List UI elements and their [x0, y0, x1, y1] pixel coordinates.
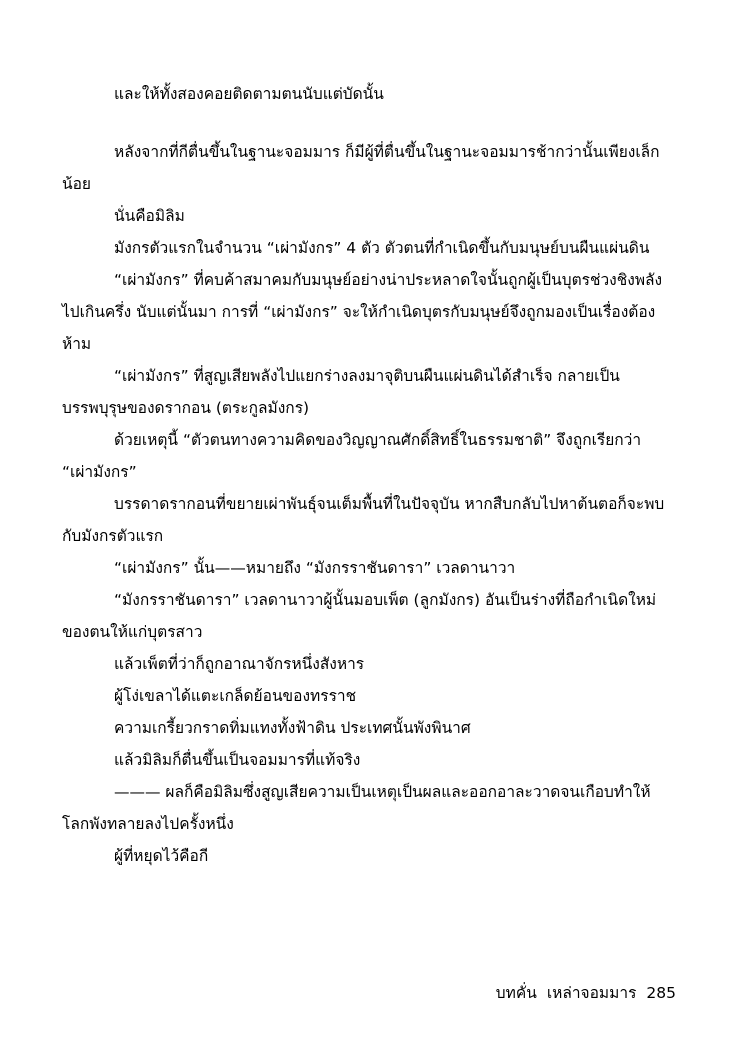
paragraph: นั่นคือมิลิม	[114, 207, 185, 225]
paragraph: “เผ่ามังกร” ที่คบค้าสมาคมกับมนุษย์อย่างน่าประหลาดใจนั้นถูกผู้เป็นบุตรช่วงชิงพลังไปเกินครึ่ง นับแต่นั้นมา การที่ “เผ่ามังกร” จะให้กำเนิดบุตรกับมนุษย์จึงถูกมองเป็นเรื่องต้องห้าม	[62, 271, 663, 353]
document-body	[62, 78, 676, 872]
footer-chapter-label: บทคั่น	[495, 984, 537, 1002]
paragraph: ——— ผลก็คือมิลิมซึ่งสูญเสียความเป็นเหตุเป็นผลและออกอาละวาดจนเกือบทำให้โลกพังทลายลงไปครั้งหนึ่ง	[62, 783, 651, 833]
footer-section-label: เหล่าจอมมาร	[546, 984, 637, 1002]
page-number: 285	[646, 984, 676, 1002]
paragraph: และให้ทั้งสองคอยติดตามตนนับแต่บัดนั้น	[114, 85, 384, 103]
paragraph: หลังจากที่กีตื่นขึ้นในฐานะจอมมาร ก็มีผู้ที่ตื่นขึ้นในฐานะจอมมารช้ากว่านั้นเพียงเล็กน้อย	[62, 143, 660, 193]
paragraph: แล้วมิลิมก็ตื่นขึ้นเป็นจอมมารที่แท้จริง	[114, 751, 361, 769]
page-footer	[496, 980, 676, 1005]
paragraph: ด้วยเหตุนี้ “ตัวตนทางความคิดของวิญญาณศักดิ์สิทธิ์ในธรรมชาติ” จึงถูกเรียกว่า “เผ่ามังกร”	[62, 431, 642, 481]
paragraph: ผู้ที่หยุดไว้คือกี	[114, 847, 209, 865]
paragraph: ผู้โง่เขลาได้แตะเกล็ดย้อนของทรราช	[114, 687, 357, 705]
paragraph: “มังกรราชันดารา” เวลดานาวาผู้นั้นมอบเพ็ต (ลูกมังกร) อันเป็นร่างที่ถือกำเนิดใหม่ของตนให้แก่บุตรสาว	[62, 591, 657, 641]
paragraph: มังกรตัวแรกในจำนวน “เผ่ามังกร” 4 ตัว ตัวตนที่กำเนิดขึ้นกับมนุษย์บนผืนแผ่นดิน	[114, 239, 650, 257]
paragraph: แล้วเพ็ตที่ว่าก็ถูกอาณาจักรหนึ่งสังหาร	[114, 655, 365, 673]
paragraph: ความเกรี้ยวกราดทิ่มแทงทั้งฟ้าดิน ประเทศนั้นพังพินาศ	[114, 719, 471, 737]
paragraph: บรรดาดรากอนที่ขยายเผ่าพันธุ์จนเต็มพื้นที่ในปัจจุบัน หากสืบกลับไปหาต้นตอก็จะพบกับมังกรตัวแรก	[62, 495, 665, 545]
paragraph: “เผ่ามังกร” นั้น——หมายถึง “มังกรราชันดารา” เวลดานาวา	[114, 559, 516, 577]
paragraph: “เผ่ามังกร” ที่สูญเสียพลังไปแยกร่างลงมาจุติบนผืนแผ่นดินได้สำเร็จ กลายเป็นบรรพบุรุษของดรากอน (ตระกูลมังกร)	[62, 367, 620, 417]
